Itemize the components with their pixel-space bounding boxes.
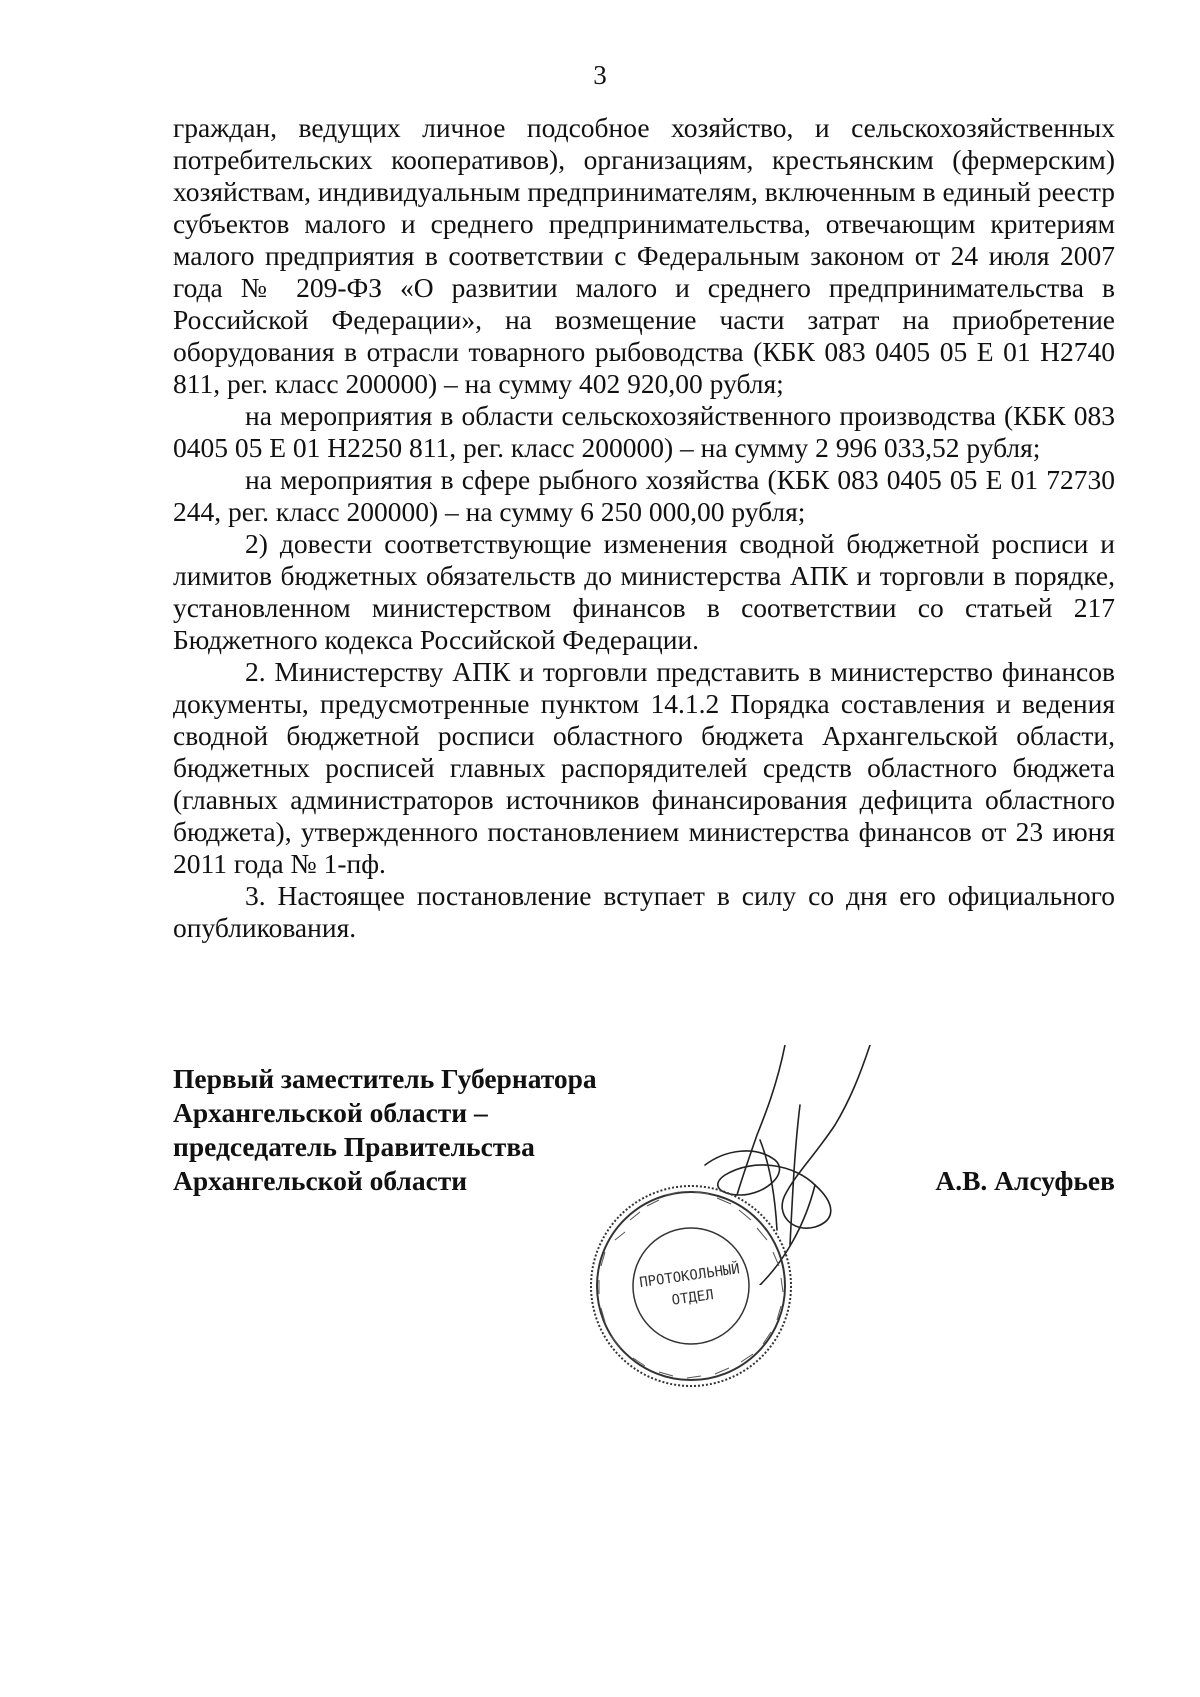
document-body [173,112,1115,944]
paragraph-section-2: 2. Министерству АПК и торговли представить в министерство финансов документы, предусмотренные пунктом 14.1.2 Порядка составления и ведения сводной бюджетной росписи областного бюджета Архангельской области, бюджетных росписей главных распорядителей средств областного бюджета (главных администраторов источников финансирования дефицита областного бюджета), утвержденного постановлением министерства финансов от 23 июня 2011 года № 1-пф. [173,656,1115,879]
paragraph-fisheries: на мероприятия в сфере рыбного хозяйства (КБК 083 0405 05 Е 01 72730 244, рег. класс 200000) – на сумму 6 250 000,00 рубля; [173,464,1115,527]
signer-title: Первый заместитель Губернатора Архангельской области – председатель Правительства Архангельской области [173,1063,597,1196]
paragraph-section-3: 3. Настоящее постановление вступает в силу со дня его официального опубликования. [173,880,1115,943]
paragraph-item-2: 2) довести соответствующие изменения сводной бюджетной росписи и лимитов бюджетных обязательств до министерства АПК и торговли в порядке, установленном министерством финансов в соответствии со статьей 217 Бюджетного кодекса Российской Федерации. [173,528,1115,655]
paragraph-agri-production: на мероприятия в области сельскохозяйственного производства (КБК 083 0405 05 Е 01 Н2250 811, рег. класс 200000) – на сумму 2 996 033,52 рубля; [173,400,1115,463]
stamp-text-line1: ПРОТОКОЛЬНЫЙ [638,1261,741,1292]
page-number: 3 [593,60,607,90]
signer-name: А.В. Алсуфьев [935,1165,1115,1196]
paragraph-continuation: граждан, ведущих личное подсобное хозяйство, и сельскохозяйственных потребительских кооперативов), организациям, крестьянским (фермерским) хозяйствам, индивидуальным предпринимателям, включенным в единый реестр субъектов малого и среднего предпринимательства, отвечающим критериям малого предприятия в соответствии с Федеральным законом от 24 июля 2007 года № 209-ФЗ «О развитии малого и среднего предпринимательства в Российской Федерации», на возмещение части затрат на приобретение оборудования в отрасли товарного рыбоводства (КБК 083 0405 05 Е 01 Н2740 811, рег. класс 200000) – на сумму 402 920,00 рубля; [173,112,1115,399]
official-stamp [585,1180,797,1392]
stamp-text-line2: ОТДЕЛ [670,1287,715,1309]
